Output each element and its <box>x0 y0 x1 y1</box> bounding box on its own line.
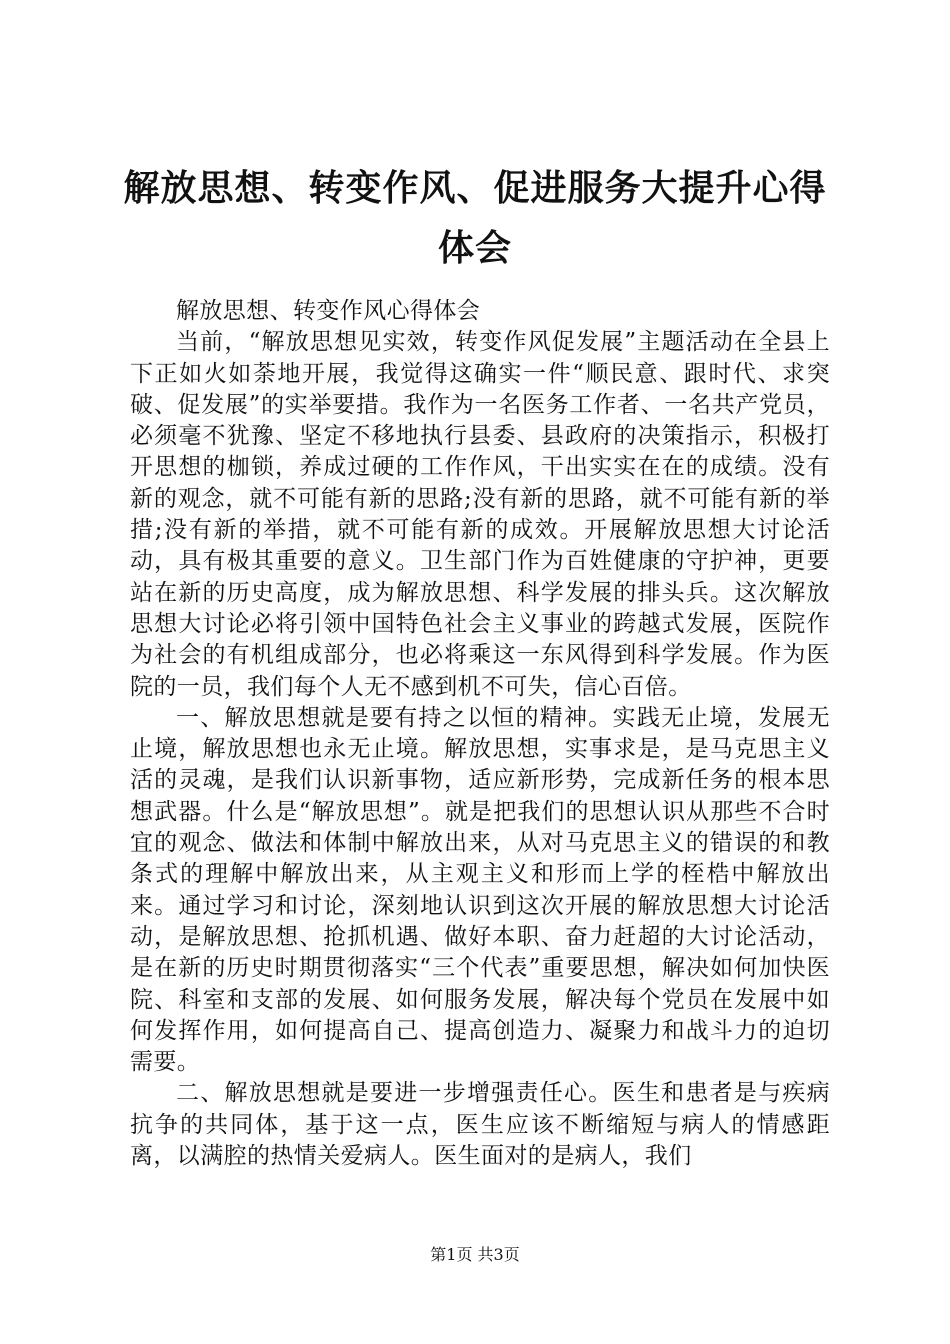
page-number-footer: 第1页 共3页 <box>430 1245 520 1264</box>
document-title: 解放思想、转变作风、促进服务大提升心得体会 <box>123 167 827 269</box>
document-body <box>130 296 830 1172</box>
subtitle-paragraph: 解放思想、转变作风心得体会 <box>176 298 481 324</box>
body-paragraph: 当前，“解放思想见实效，转变作风促发展”主题活动在全县上下正如火如荼地开展，我觉得这确实一件“顺民意、跟时代、求突破、促发展”的实举要措。我作为一名医务工作者、一名共产党员，必须毫不犹豫、坚定不移地执行县委、县政府的决策指示，积极打开思想的枷锁，养成过硬的工作作风，干出实实在在的成绩。没有新的观念，就不可能有新的思路;没有新的思路，就不可能有新的举措;没有新的举措，就不可能有新的成效。开展解放思想大讨论活动，具有极其重要的意义。卫生部门作为百姓健康的守护神，更要站在新的历史高度，成为解放思想、科学发展的排头兵。这次解放思想大讨论必将引领中国特色社会主义事业的跨越式发展，医院作为社会的有机组成部分，也必将乘这一东风得到科学发展。作为医院的一员，我们每个人无不感到机不可失，信心百倍。 <box>130 329 830 700</box>
body-paragraph: 一、解放思想就是要有持之以恒的精神。实践无止境，发展无止境，解放思想也永无止境。解放思想，实事求是，是马克思主义活的灵魂，是我们认识新事物，适应新形势，完成新任务的根本思想武器。什么是“解放思想”。就是把我们的思想认识从那些不合时宜的观念、做法和体制中解放出来，从对马克思主义的错误的和教条式的理解中解放出来，从主观主义和形而上学的桎梏中解放出来。通过学习和讨论，深刻地认识到这次开展的解放思想大讨论活动，是解放思想、抢抓机遇、做好本职、奋力赶超的大讨论活动，是在新的历史时期贯彻落实“三个代表”重要思想，解决如何加快医院、科室和支部的发展、如何服务发展，解决每个党员在发展中如何发挥作用，如何提高自己、提高创造力、凝聚力和战斗力的迫切需要。 <box>130 704 830 1076</box>
body-paragraph: 二、解放思想就是要进一步增强责任心。医生和患者是与疾病抗争的共同体，基于这一点，医生应该不断缩短与病人的情感距离，以满腔的热情关爱病人。医生面对的是病人，我们 <box>130 1080 830 1170</box>
